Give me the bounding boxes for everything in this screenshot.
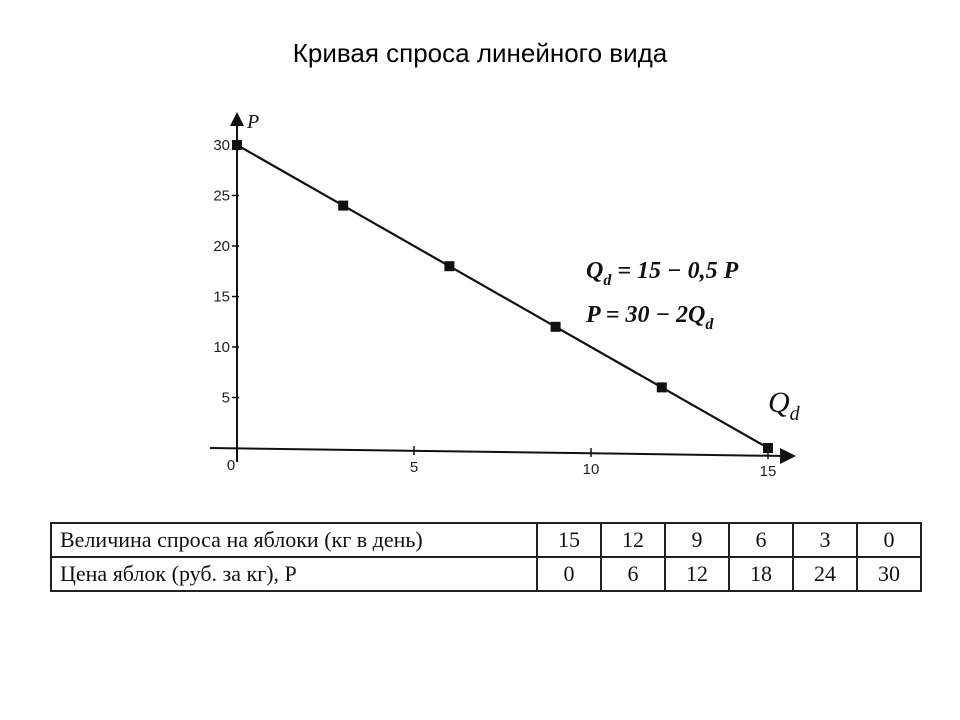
table-cell: 0 [537, 557, 601, 591]
table-cell: 24 [793, 557, 857, 591]
formula-price: $P = 30 - 2Q_d$ [586, 302, 714, 333]
data-point [763, 443, 773, 453]
row-label-quantity: Величина спроса на яблоки (кг в день) [51, 523, 537, 557]
x-axis-label-sub: d [789, 403, 800, 425]
table-cell: 6 [601, 557, 665, 591]
y-tick-label: 5 [221, 389, 230, 407]
x-tick-label: 0 [226, 457, 236, 474]
y-axis-label: P [247, 111, 260, 133]
y-axis-arrow [230, 112, 244, 126]
x-tick-label: 10 [582, 461, 600, 478]
x-axis-arrow [780, 448, 796, 464]
table-cell: 12 [665, 557, 729, 591]
page-title: Кривая спроса линейного вида [292, 38, 668, 68]
data-point [232, 140, 242, 150]
table-cell: 18 [729, 557, 793, 591]
x-tick-label: 15 [759, 463, 777, 480]
data-point [444, 261, 454, 271]
y-tick-label: 10 [213, 339, 230, 356]
demand-line [237, 145, 768, 448]
x-axis-line [210, 448, 785, 456]
table-cell: 30 [857, 557, 921, 591]
row-label-price: Цена яблок (руб. за кг), P [51, 557, 537, 591]
data-point [657, 382, 667, 392]
demand-table [50, 522, 922, 592]
table-cell: 6 [729, 523, 793, 557]
table-cell: 3 [793, 523, 857, 557]
chart-axes [210, 112, 796, 464]
table-cell: 12 [601, 523, 665, 557]
data-point [338, 201, 348, 211]
table-row [51, 557, 921, 591]
y-tick-label: 30 [213, 137, 230, 154]
table-row [51, 523, 921, 557]
data-point [551, 322, 561, 332]
x-axis-label: $Q_d$ [768, 386, 800, 425]
chart-series [232, 140, 773, 453]
formula-demand: $Q_d = 15 - 0,5$ P [586, 258, 739, 289]
table-cell: 15 [537, 523, 601, 557]
x-tick-label: 5 [409, 459, 419, 476]
y-tick-label: 25 [213, 187, 230, 205]
table-cell: 0 [857, 523, 921, 557]
table-cell: 9 [665, 523, 729, 557]
y-tick-label: 20 [213, 238, 230, 255]
y-tick-label: 15 [213, 288, 230, 306]
chart-labels [246, 111, 801, 425]
